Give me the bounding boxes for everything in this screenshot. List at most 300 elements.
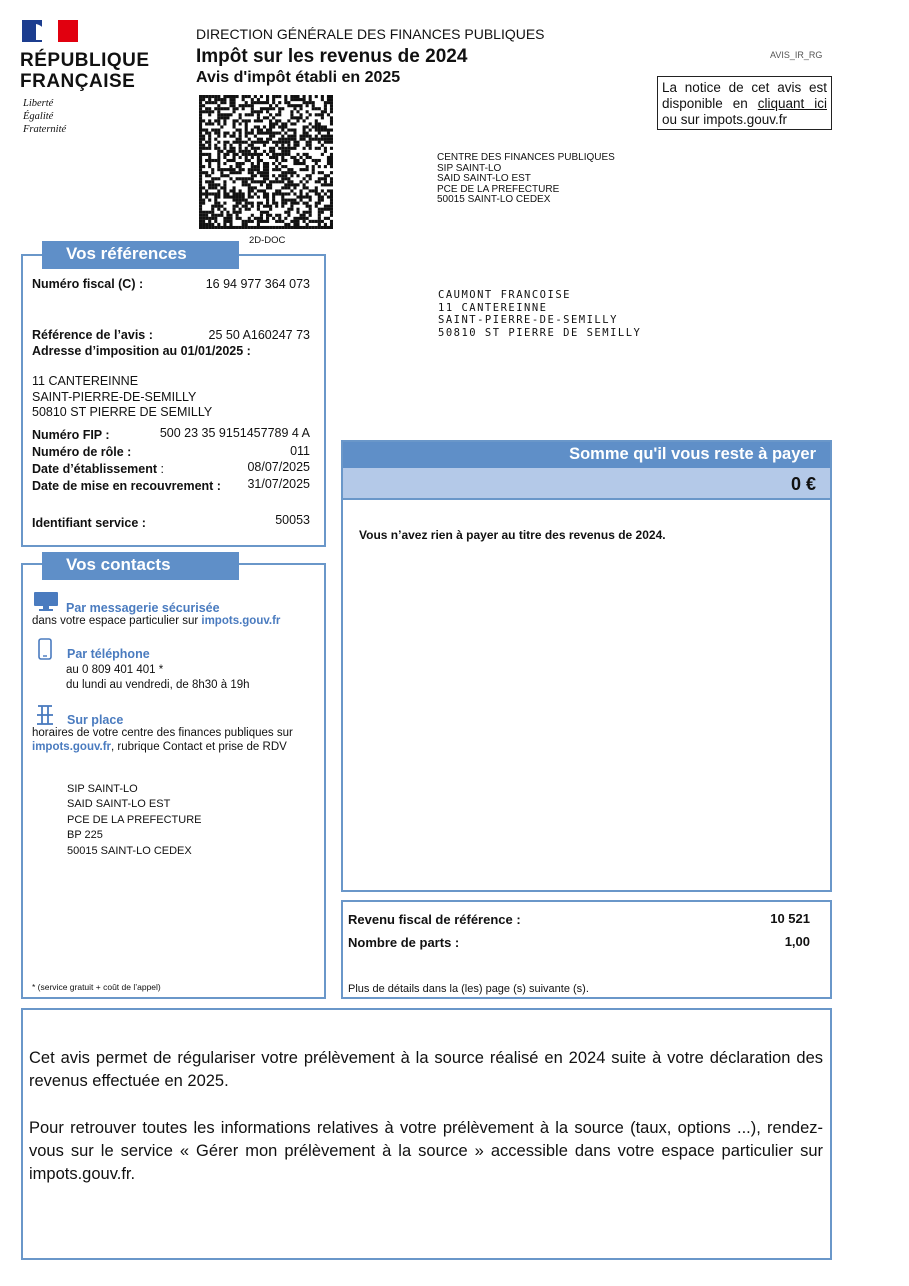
- barcode-module: [199, 156, 202, 159]
- barcode-module: [287, 180, 290, 183]
- barcode-module: [272, 156, 275, 159]
- barcode-module: [318, 141, 321, 144]
- barcode-module: [303, 153, 306, 156]
- barcode-module: [296, 159, 299, 162]
- barcode-module: [236, 162, 239, 165]
- barcode-module: [223, 189, 226, 192]
- barcode-module: [272, 132, 275, 135]
- barcode-module: [208, 199, 211, 202]
- barcode-module: [306, 196, 309, 199]
- barcode-module: [306, 125, 309, 128]
- barcode-module: [202, 135, 205, 138]
- barcode-module: [236, 192, 239, 195]
- barcode-module: [239, 135, 242, 138]
- barcode-module: [293, 122, 296, 125]
- barcode-module: [330, 153, 333, 156]
- barcode-module: [239, 189, 242, 192]
- barcode-module: [251, 214, 254, 217]
- barcode-module: [312, 101, 315, 104]
- barcode-module: [223, 192, 226, 195]
- barcode-module: [306, 217, 309, 220]
- barcode-module: [275, 153, 278, 156]
- barcode-module: [223, 168, 226, 171]
- phone-number[interactable]: au 0 809 401 401 *: [66, 664, 164, 676]
- barcode-module: [254, 101, 257, 104]
- barcode-module: [260, 214, 263, 217]
- barcode-module: [257, 119, 260, 122]
- doc-code: AVIS_IR_RG: [770, 50, 823, 60]
- barcode-module: [217, 147, 220, 150]
- barcode-module: [217, 135, 220, 138]
- barcode-module: [266, 196, 269, 199]
- barcode-module: [284, 98, 287, 101]
- barcode-module: [287, 199, 290, 202]
- barcode-module: [315, 119, 318, 122]
- barcode-module: [327, 141, 330, 144]
- barcode-module: [257, 113, 260, 116]
- barcode-module: [199, 159, 202, 162]
- barcode-module: [254, 226, 257, 229]
- barcode-module: [293, 223, 296, 226]
- barcode-module: [318, 159, 321, 162]
- barcode-module: [229, 196, 232, 199]
- messaging-link[interactable]: impots.gouv.fr: [201, 615, 281, 627]
- barcode-module: [330, 129, 333, 132]
- barcode-module: [236, 165, 239, 168]
- barcode-module: [284, 101, 287, 104]
- barcode-module: [284, 183, 287, 186]
- barcode-module: [296, 217, 299, 220]
- barcode-module: [296, 153, 299, 156]
- barcode-module: [248, 159, 251, 162]
- barcode-module: [293, 141, 296, 144]
- barcode-module: [321, 226, 324, 229]
- barcode-module: [239, 211, 242, 214]
- barcode-module: [260, 171, 263, 174]
- barcode-module: [281, 125, 284, 128]
- barcode-module: [287, 135, 290, 138]
- barcode-module: [290, 116, 293, 119]
- barcode-module: [211, 226, 214, 229]
- barcode-module: [318, 147, 321, 150]
- barcode-module: [306, 153, 309, 156]
- barcode-module: [242, 107, 245, 110]
- barcode-module: [208, 217, 211, 220]
- barcode-module: [284, 202, 287, 205]
- barcode-module: [251, 189, 254, 192]
- payment-message: Vous n’avez rien à payer au titre des revenus de 2024.: [359, 528, 666, 542]
- barcode-module: [239, 208, 242, 211]
- barcode-module: [214, 196, 217, 199]
- barcode-module: [281, 186, 284, 189]
- barcode-module: [290, 168, 293, 171]
- barcode-module: [239, 147, 242, 150]
- barcode-module: [214, 177, 217, 180]
- barcode-module: [272, 135, 275, 138]
- barcode-module: [245, 226, 248, 229]
- barcode-module: [281, 202, 284, 205]
- barcode-module: [330, 147, 333, 150]
- barcode-module: [208, 162, 211, 165]
- directorate: DIRECTION GÉNÉRALE DES FINANCES PUBLIQUES: [196, 26, 545, 42]
- barcode-module: [287, 153, 290, 156]
- barcode-module: [315, 138, 318, 141]
- barcode-module: [303, 119, 306, 122]
- barcode-module: [309, 138, 312, 141]
- barcode-module: [327, 135, 330, 138]
- barcode-module: [233, 180, 236, 183]
- barcode-module: [223, 122, 226, 125]
- barcode-module: [239, 122, 242, 125]
- barcode-module: [293, 144, 296, 147]
- barcode-module: [269, 208, 272, 211]
- barcode-module: [251, 171, 254, 174]
- barcode-module: [315, 129, 318, 132]
- barcode-module: [321, 98, 324, 101]
- barcode-module: [318, 122, 321, 125]
- barcode-module: [257, 217, 260, 220]
- barcode-module: [330, 199, 333, 202]
- barcode-module: [281, 156, 284, 159]
- barcode-module: [293, 171, 296, 174]
- barcode-module: [236, 214, 239, 217]
- barcode-module: [229, 147, 232, 150]
- tax-address: [32, 374, 212, 421]
- barcode-module: [284, 174, 287, 177]
- barcode-module: [303, 129, 306, 132]
- barcode-module: [290, 122, 293, 125]
- barcode-module: [233, 132, 236, 135]
- barcode-module: [214, 183, 217, 186]
- barcode-module: [284, 150, 287, 153]
- barcode-module: [199, 125, 202, 128]
- barcode-module: [205, 147, 208, 150]
- barcode-module: [248, 150, 251, 153]
- barcode-module: [245, 150, 248, 153]
- barcode-module: [309, 122, 312, 125]
- barcode-module: [272, 107, 275, 110]
- barcode-module: [263, 101, 266, 104]
- barcode-module: [321, 177, 324, 180]
- barcode-module: [233, 150, 236, 153]
- barcode-module: [287, 147, 290, 150]
- barcode-module: [266, 129, 269, 132]
- barcode-module: [214, 205, 217, 208]
- barcode-module: [318, 129, 321, 132]
- barcode-module: [296, 162, 299, 165]
- barcode-module: [278, 174, 281, 177]
- barcode-module: [284, 192, 287, 195]
- barcode-module: [269, 150, 272, 153]
- barcode-module: [205, 153, 208, 156]
- barcode-module: [315, 189, 318, 192]
- parts-label: Nombre de parts :: [348, 935, 460, 950]
- sender-line: CENTRE DES FINANCES PUBLIQUES: [437, 152, 615, 163]
- barcode-module: [254, 150, 257, 153]
- barcode-module: [318, 180, 321, 183]
- barcode-module: [199, 122, 202, 125]
- barcode-module: [257, 156, 260, 159]
- barcode-module: [251, 144, 254, 147]
- office-address: [67, 782, 201, 859]
- barcode-module: [327, 183, 330, 186]
- barcode-module: [324, 208, 327, 211]
- barcode-module: [306, 132, 309, 135]
- barcode-module: [272, 168, 275, 171]
- barcode-module: [266, 205, 269, 208]
- barcode-module: [245, 156, 248, 159]
- barcode-module: [257, 159, 260, 162]
- barcode-module: [217, 223, 220, 226]
- barcode-module: [248, 208, 251, 211]
- barcode-module: [211, 101, 214, 104]
- barcode-module: [223, 180, 226, 183]
- barcode-module: [330, 104, 333, 107]
- barcode-module: [239, 165, 242, 168]
- barcode-module: [239, 162, 242, 165]
- barcode-module: [263, 168, 266, 171]
- barcode-module: [272, 116, 275, 119]
- barcode-module: [309, 226, 312, 229]
- messaging-text-prefix: dans votre espace particulier sur: [32, 615, 202, 627]
- sender-line: SIP SAINT-LO: [437, 162, 502, 174]
- barcode-module: [327, 162, 330, 165]
- barcode-module: [223, 196, 226, 199]
- barcode-module: [281, 144, 284, 147]
- barcode-module: [281, 107, 284, 110]
- barcode-module: [296, 144, 299, 147]
- barcode-module: [257, 226, 260, 229]
- barcode-module: [199, 113, 202, 116]
- barcode-module: [208, 192, 211, 195]
- barcode-module: [245, 159, 248, 162]
- barcode-module: [251, 110, 254, 113]
- barcode-module: [330, 156, 333, 159]
- notice-text-before: La notice de cet avis est disponible en: [662, 80, 827, 111]
- barcode-module: [251, 104, 254, 107]
- barcode-module: [208, 183, 211, 186]
- barcode-module: [226, 220, 229, 223]
- barcode-module: [254, 125, 257, 128]
- place-link[interactable]: impots.gouv.fr: [32, 741, 112, 753]
- barcode-module: [199, 153, 202, 156]
- barcode-module: [199, 205, 202, 208]
- barcode-module: [257, 162, 260, 165]
- barcode-module: [199, 95, 202, 98]
- barcode-module: [315, 220, 318, 223]
- barcode-module: [330, 119, 333, 122]
- barcode-module: [303, 159, 306, 162]
- barcode-module: [245, 183, 248, 186]
- barcode-module: [248, 192, 251, 195]
- fiscal-number: 16 94 977 364 073: [205, 277, 310, 291]
- barcode-module: [293, 107, 296, 110]
- barcode-module: [233, 205, 236, 208]
- barcode-module: [254, 95, 257, 98]
- barcode-module: [303, 95, 306, 98]
- barcode-module: [239, 156, 242, 159]
- barcode-module: [287, 168, 290, 171]
- barcode-module: [327, 98, 330, 101]
- barcode-module: [306, 135, 309, 138]
- barcode-module: [293, 199, 296, 202]
- barcode-module: [226, 153, 229, 156]
- barcode-module: [199, 119, 202, 122]
- barcode-module: [257, 101, 260, 104]
- barcode-module: [205, 226, 208, 229]
- barcode-module: [303, 101, 306, 104]
- barcode-module: [266, 199, 269, 202]
- barcode-module: [266, 211, 269, 214]
- barcode-module: [205, 196, 208, 199]
- barcode-module: [248, 95, 251, 98]
- barcode-module: [260, 101, 263, 104]
- barcode-module: [251, 202, 254, 205]
- barcode-module: [272, 202, 275, 205]
- barcode-module: [242, 177, 245, 180]
- barcode-module: [281, 153, 284, 156]
- barcode-module: [233, 226, 236, 229]
- barcode-module: [211, 168, 214, 171]
- barcode-module: [217, 192, 220, 195]
- barcode-module: [272, 101, 275, 104]
- barcode-module: [303, 186, 306, 189]
- barcode-module: [199, 165, 202, 168]
- barcode-module: [236, 199, 239, 202]
- barcode-module: [321, 189, 324, 192]
- barcode-module: [281, 165, 284, 168]
- barcode-module: [321, 211, 324, 214]
- barcode-module: [220, 101, 223, 104]
- barcode-module: [278, 192, 281, 195]
- barcode-module: [208, 119, 211, 122]
- barcode-module: [284, 177, 287, 180]
- barcode-module: [278, 141, 281, 144]
- barcode-module: [293, 202, 296, 205]
- barcode-module: [199, 211, 202, 214]
- barcode-module: [315, 226, 318, 229]
- barcode-module: [324, 174, 327, 177]
- barcode-module: [223, 186, 226, 189]
- barcode-module: [306, 101, 309, 104]
- barcode-module: [330, 138, 333, 141]
- barcode-module: [251, 153, 254, 156]
- barcode-module: [214, 132, 217, 135]
- barcode-module: [321, 208, 324, 211]
- barcode-module: [284, 199, 287, 202]
- barcode-module: [220, 98, 223, 101]
- barcode-module: [300, 116, 303, 119]
- barcode-module: [254, 192, 257, 195]
- barcode-module: [296, 119, 299, 122]
- barcode-module: [223, 132, 226, 135]
- barcode-module: [272, 122, 275, 125]
- barcode-module: [266, 101, 269, 104]
- barcode-module: [330, 101, 333, 104]
- barcode-module: [269, 138, 272, 141]
- barcode-module: [226, 192, 229, 195]
- barcode-module: [318, 138, 321, 141]
- barcode-module: [239, 129, 242, 132]
- barcode-module: [327, 129, 330, 132]
- barcode-module: [324, 183, 327, 186]
- barcode-module: [266, 226, 269, 229]
- barcode-module: [296, 110, 299, 113]
- barcode-module: [269, 104, 272, 107]
- barcode-module: [220, 186, 223, 189]
- barcode-module: [199, 186, 202, 189]
- barcode-module: [293, 95, 296, 98]
- barcode-module: [202, 171, 205, 174]
- barcode-module: [223, 208, 226, 211]
- barcode-module: [293, 135, 296, 138]
- barcode-module: [214, 159, 217, 162]
- tax-address-line: 11 CANTEREINNE: [32, 374, 139, 388]
- barcode-module: [309, 205, 312, 208]
- barcode-module: [318, 165, 321, 168]
- barcode-module: [217, 104, 220, 107]
- barcode-module: [217, 110, 220, 113]
- barcode-module: [321, 135, 324, 138]
- barcode-module: [290, 98, 293, 101]
- barcode-module: [327, 113, 330, 116]
- barcode-module: [260, 95, 263, 98]
- barcode-caption: 2D-DOC: [249, 235, 286, 246]
- notice-link[interactable]: cliquant ici: [757, 96, 827, 111]
- barcode-module: [281, 205, 284, 208]
- phone-hours: du lundi au vendredi, de 8h30 à 19h: [66, 679, 250, 691]
- date-label: Date d’établissement: [32, 462, 158, 476]
- barcode-module: [214, 138, 217, 141]
- barcode-module: [278, 189, 281, 192]
- barcode-module: [272, 153, 275, 156]
- barcode-module: [324, 141, 327, 144]
- barcode-module: [303, 138, 306, 141]
- barcode-module: [278, 125, 281, 128]
- barcode-module: [293, 220, 296, 223]
- barcode-module: [205, 217, 208, 220]
- sender-line: PCE DE LA PREFECTURE: [437, 183, 560, 195]
- barcode-module: [229, 217, 232, 220]
- barcode-module: [217, 162, 220, 165]
- barcode-module: [275, 144, 278, 147]
- barcode-module: [300, 192, 303, 195]
- barcode-module: [202, 98, 205, 101]
- barcode-module: [272, 125, 275, 128]
- barcode-module: [260, 189, 263, 192]
- place-title: Sur place: [67, 713, 124, 727]
- barcode-module: [269, 107, 272, 110]
- barcode-module: [236, 129, 239, 132]
- barcode-module: [330, 189, 333, 192]
- barcode-module: [290, 110, 293, 113]
- barcode-module: [233, 95, 236, 98]
- barcode-module: [330, 196, 333, 199]
- barcode-module: [226, 107, 229, 110]
- barcode-module: [229, 101, 232, 104]
- barcode-module: [245, 132, 248, 135]
- barcode-module: [263, 189, 266, 192]
- barcode-module: [229, 171, 232, 174]
- barcode-module: [284, 122, 287, 125]
- barcode-module: [321, 144, 324, 147]
- barcode-module: [303, 177, 306, 180]
- barcode-module: [211, 171, 214, 174]
- barcode-module: [290, 113, 293, 116]
- barcode-module: [306, 165, 309, 168]
- barcode-module: [254, 168, 257, 171]
- barcode-module: [275, 180, 278, 183]
